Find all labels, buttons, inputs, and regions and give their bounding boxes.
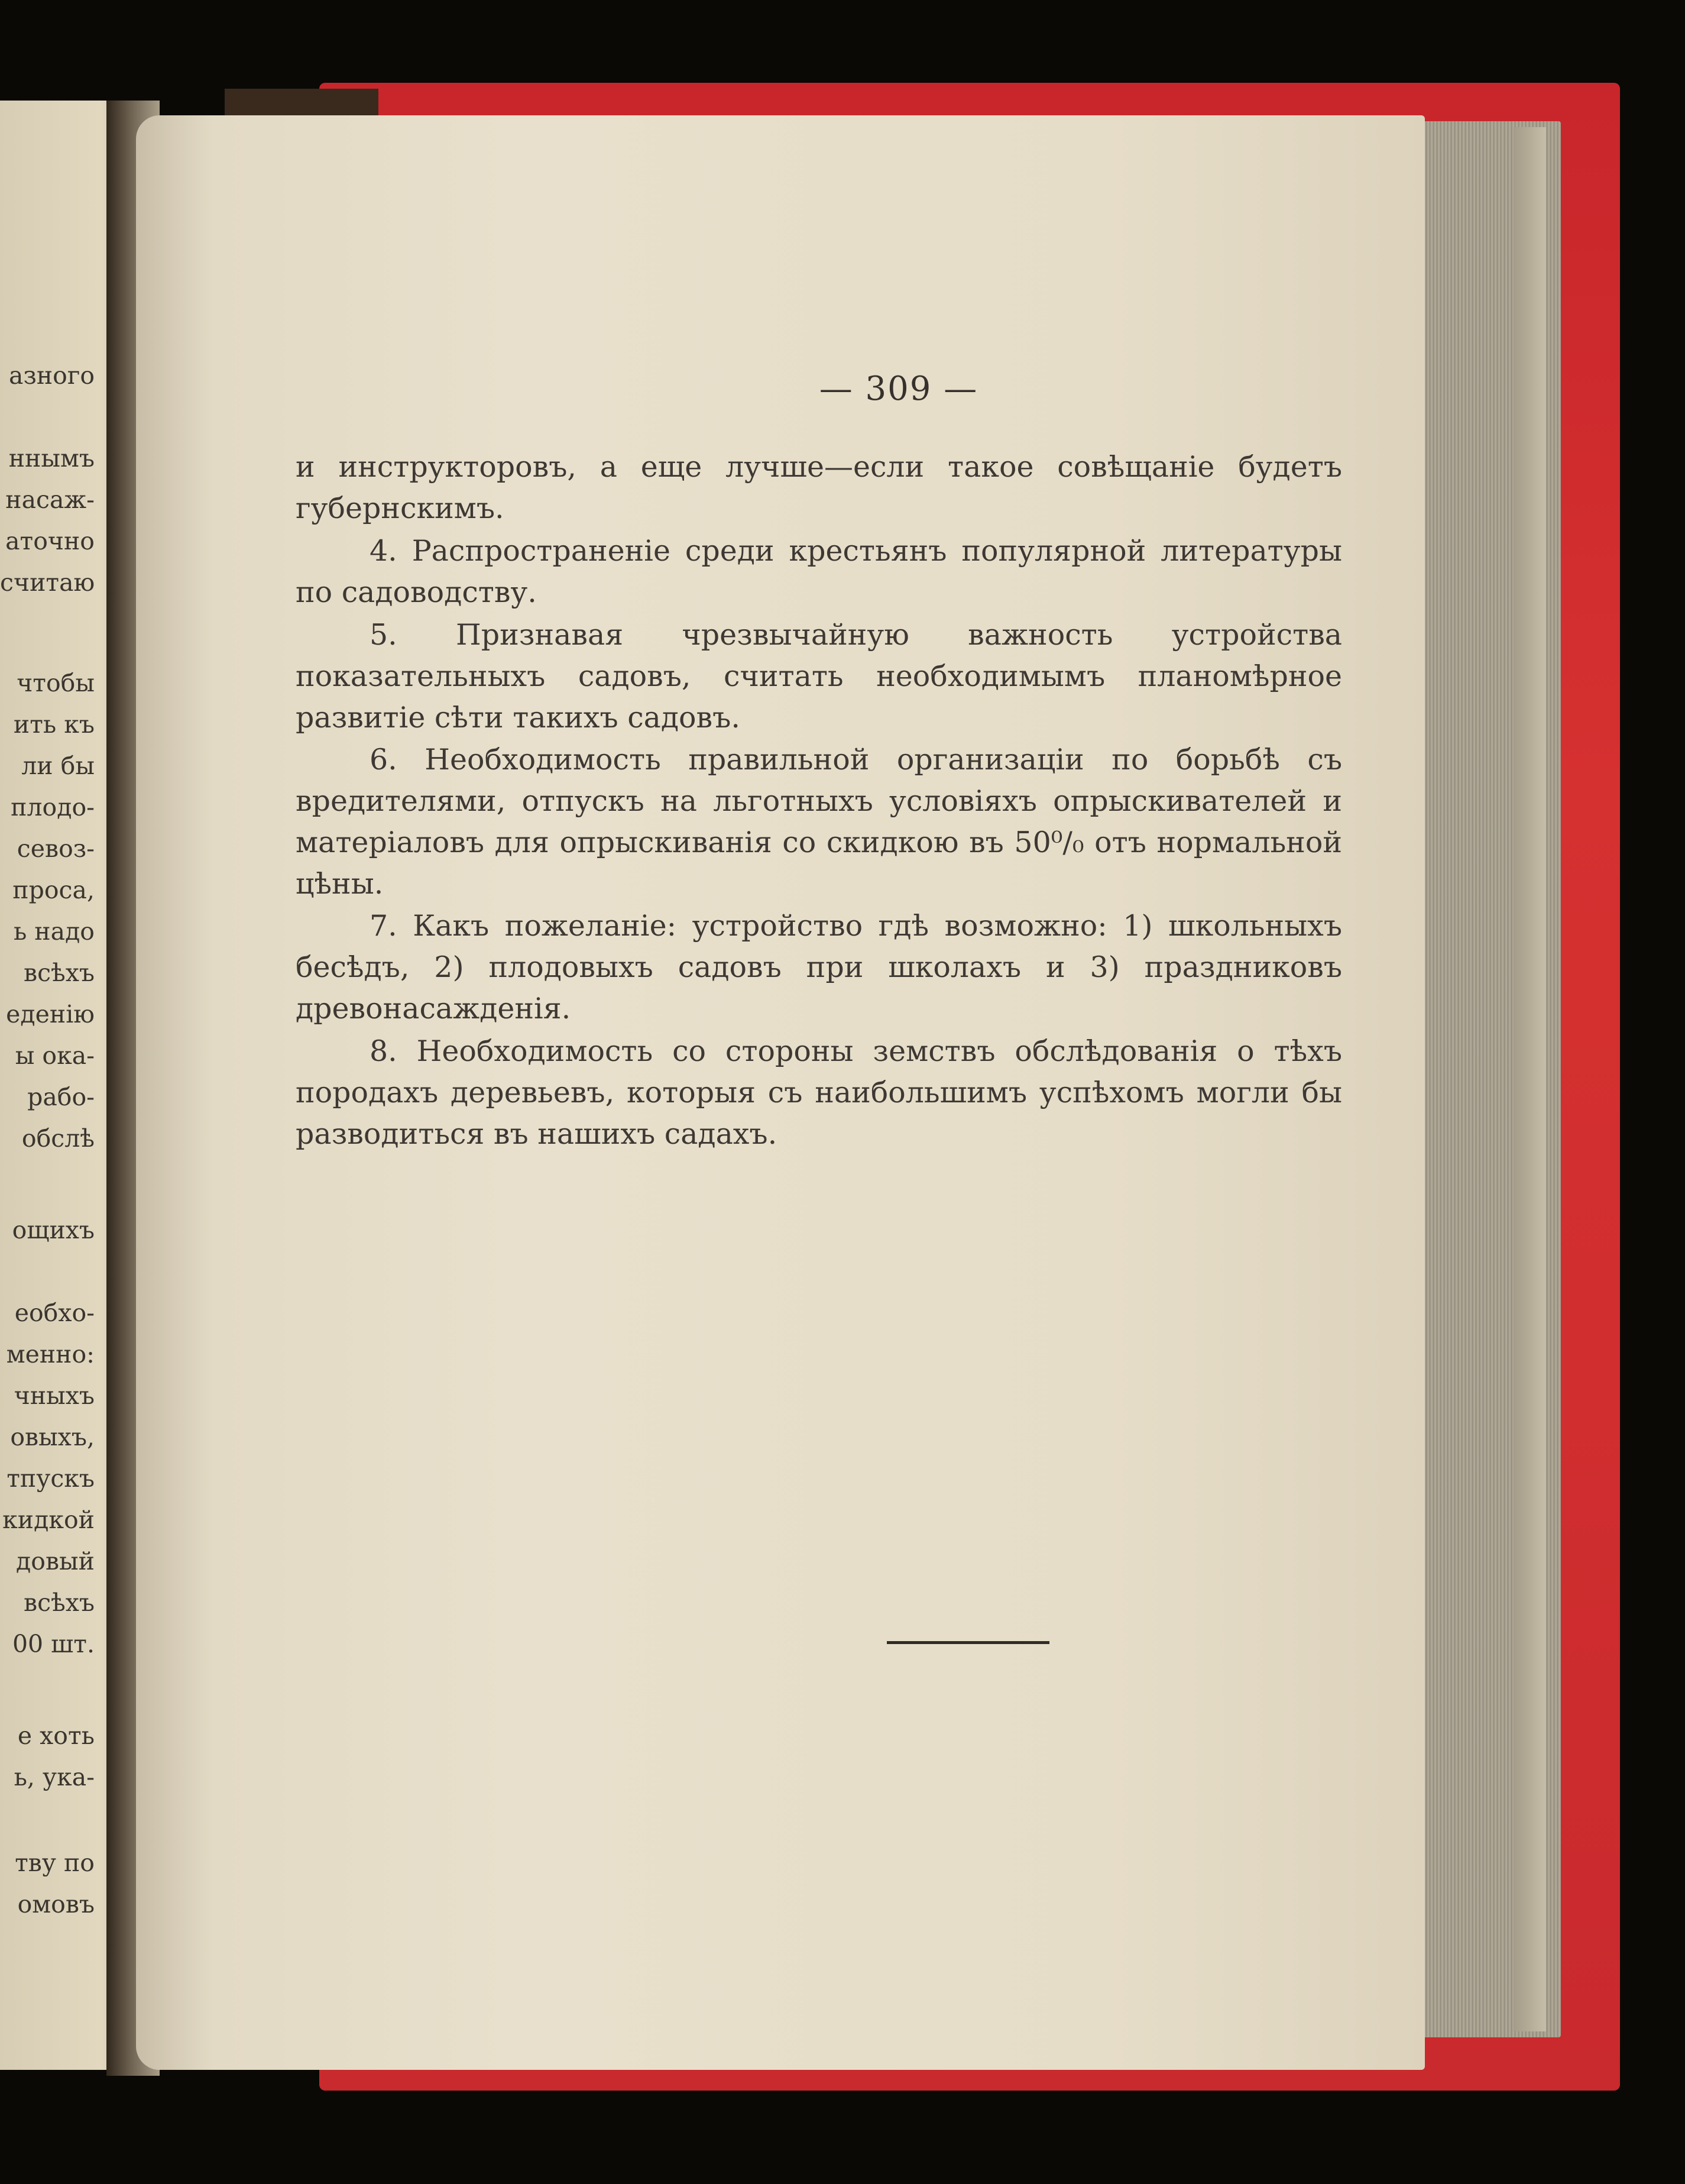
paragraph-item-7: 7. Какъ пожеланіе: устройство гдѣ возможно: 1) школьныхъ бесѣдъ, 2) плодовыхъ садовъ при школахъ и 3) праздниковъ древонасажденія.: [296, 909, 1342, 1025]
left-line: чтобы: [17, 669, 95, 697]
left-line: ннымъ: [8, 444, 95, 473]
left-line: обслѣ: [21, 1124, 95, 1153]
page-number: — 309 —: [819, 370, 978, 408]
left-line: ощихъ: [12, 1216, 95, 1244]
page-block-edges-outer: [1514, 127, 1546, 2031]
left-line: еобхо-: [14, 1299, 95, 1327]
left-line: омовъ: [17, 1890, 95, 1918]
paragraph-item-6: 6. Необходимость правильной организаціи по борьбѣ съ вредителями, отпускъ на льготныхъ условіяхъ опрыскивателей и матеріаловъ для опрыскиванія со скидкою въ 50⁰/₀ отъ нормальной цѣны.: [296, 743, 1342, 901]
left-line: кидкой: [2, 1506, 95, 1534]
left-line: овыхъ,: [10, 1423, 95, 1451]
paragraph-item-4: 4. Распространеніе среди крестьянъ популярной литературы по садоводству.: [296, 534, 1342, 609]
left-line: рабо-: [27, 1083, 95, 1111]
left-line: тпускъ: [7, 1464, 95, 1493]
left-line: всѣхъ: [24, 959, 95, 987]
left-line: еденію: [6, 1000, 95, 1028]
left-line: азного: [9, 361, 95, 390]
left-line: плодо-: [11, 793, 95, 821]
left-line: аточно: [5, 527, 95, 555]
left-line: проса,: [12, 876, 95, 904]
left-line: ить къ: [13, 710, 95, 739]
left-line: ь, ука-: [14, 1763, 95, 1791]
end-rule: [887, 1641, 1049, 1644]
left-line: 00 шт.: [12, 1630, 95, 1658]
page-309: [136, 115, 1425, 2070]
left-line: севоз-: [17, 834, 95, 863]
paragraph-continuation: и инструкторовъ, а еще лучше—если такое совѣщаніе будетъ губернскимъ.: [296, 450, 1342, 525]
left-line: считаю: [0, 568, 95, 597]
paragraph-item-5: 5. Признавая чрезвычайную важность устройства показательныхъ садовъ, считать необходимымъ планомѣрное развитіе сѣти такихъ садовъ.: [296, 618, 1342, 735]
left-line: ь надо: [13, 917, 95, 946]
left-line: всѣхъ: [24, 1588, 95, 1617]
paragraph-item-8: 8. Необходимость со стороны земствъ обслѣдованія о тѣхъ породахъ деревьевъ, которыя съ наибольшимъ успѣхомъ могли бы разводиться въ нашихъ садахъ.: [296, 1034, 1342, 1151]
left-line: насаж-: [5, 486, 95, 514]
left-line: менно:: [6, 1340, 95, 1368]
left-line: тву по: [15, 1849, 95, 1877]
left-line: довый: [16, 1547, 95, 1575]
left-line: ы ока-: [15, 1041, 95, 1070]
left-line: чныхъ: [14, 1381, 95, 1410]
left-line: ли бы: [21, 752, 95, 780]
left-line: е хоть: [17, 1722, 95, 1750]
